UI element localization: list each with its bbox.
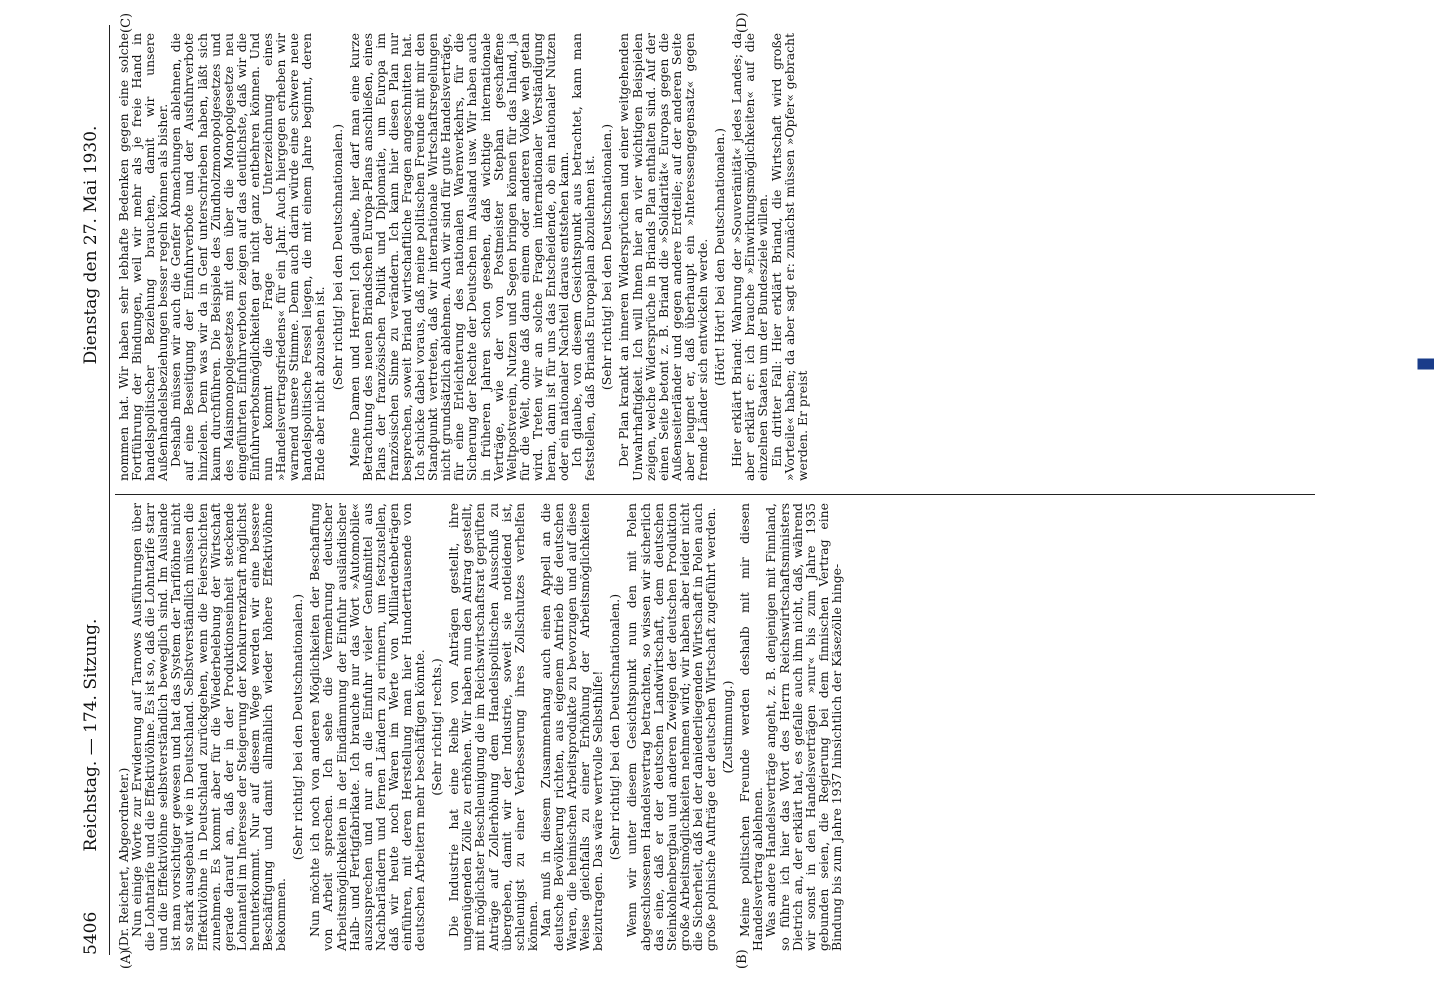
- paragraph: Nun einige Worte zur Erwiderung auf Tarnows Ausführungen über die Lohntarife und die Effektivlöhne. Es ist so, daß die Lohntarife starr und die Effektivlöhne selbstverständlich beweglich sind. Im Auslande ist man vorsichtiger gewesen und hat das System der Tariflöhne nicht so stark ausgebaut wie in Deutschland. Selbstverständlich müssen die Effektivlöhne in Deutschland zurückgehen, wenn die Feierschichten zunehmen. Es kommt aber für die Wiederbelebung der Wirtschaft gerade darauf an, daß der in der Produktionseinheit steckende Lohnanteil im Interesse der Steigerung der Konkurrenzkraft möglichst herunterkommt. Nur auf diesem Wege werden wir eine bessere Beschäftigung und damit allmählich wieder höhere Effektivlöhne bekommen.: [129, 503, 289, 951]
- paragraph: Die Industrie hat eine Reihe von Anträgen gestellt, ihre ungenügenden Zölle zu erhöhen. Wir haben nun den Antrag gestellt, mit möglichster Beschleunigung die im Reichswirtschaftsrat geprüften Anträge auf Zollerhöhung dem Handelspolitischen Ausschuß zu übergeben, damit wir der Industrie, soweit sie notleidend ist, schleunigst zu einer Verbesserung ihres Zollschutzes verhelfen können.: [446, 503, 540, 951]
- paragraph: Meine politischen Freunde werden deshalb mit mir diesen Handelsvertrag ablehnen.: [737, 503, 766, 951]
- left-column: [117, 503, 843, 951]
- interjection: (Sehr richtig! rechts.): [429, 658, 445, 796]
- paragraph: Meine Damen und Herren! Ich glaube, hier darf man eine kurze Betrachtung des neuen Briandschen Europa-Plans anschließen, eines Plans der französischen Politik und Diplomatie, um Europa im französischen Sinne zu verändern. Ich kann hier diesen Plan nur besprechen, soweit Briand wirtschaftliche Fragen angeschnitten hat. Ich schicke dabei voraus, daß meine politischen Freunde mit mir den Standpunkt vertreten, daß wir internationale Wirtschaftsregelungen nicht grundsätzlich ablehnen. Auch wir sind für gute Handelsverträge, für eine Erleichterung des nationalen Warenverkehrs, für die Sicherung der Rechte der Deutschen im Ausland usw. Wir haben auch in früheren Jahren schon gesehen, daß wichtige internationale Verträge, wie der von Postmeister Stephan geschaffene Weltpostverein, Nutzen und Segen bringen können für das Inland, ja für die Welt, ohne daß dann einem oder anderen Volke weh getan wird. Treten wir an solche Fragen internationaler Verständigung heran, dann ist für uns das Entscheidende, ob ein nationaler Nutzen oder ein nationaler Nachteil daraus entstehen kann.: [346, 33, 572, 481]
- paragraph: nommen hat. Wir haben sehr lebhafte Bedenken gegen eine solche Fortführung der Bindungen, weil wir mehr als je freie Hand in handelspolitischer Beziehung brauchen, damit wir unsere Außenhandelsbeziehungen besser regeln können als bisher.: [116, 33, 171, 481]
- paragraph: Hier erklärt Briand: Wahrung der »Souveränität« jedes Landes; da aber erklärt er: ich brauche »Einwirkungsmöglichkeiten« auf die einzelnen Staaten um der Bundesziele willen.: [729, 33, 771, 481]
- right-column: [117, 33, 809, 481]
- interjection: (Zustimmung.): [720, 680, 736, 774]
- marker-b: (B): [735, 949, 750, 969]
- paragraph: Ich glaube, von diesem Gesichtspunkt aus betrachtet, kann man feststellen, daß Briands Europaplan abzulehnen ist.: [569, 33, 598, 481]
- marker-a: (A): [119, 949, 134, 969]
- header-session: Reichstag. — 174. Sitzung.: [81, 618, 101, 852]
- speaker-line: (Dr. Reichert, Abgeordneter.): [116, 767, 131, 951]
- paragraph: Der Plan krankt an inneren Widersprüchen und einer weitgehenden Unwahrhaftigkeit. Ich will Ihnen hier an vier wichtigen Beispielen zeigen, welche Widersprüche in Briands Plan enthalten sind. Auf der einen Seite betont z. B. Briand die »Solidarität« Europas gegen die Außenseiterländer und gegen andere Erdteile; auf der anderen Seite aber leugnet er, daß überhaupt ein »Interessengegensatz« gegen fremde Länder sich entwickeln werde.: [616, 33, 711, 481]
- header-date: Dienstag den 27. Mai 1930.: [81, 125, 101, 365]
- marker-d: (D): [735, 12, 750, 33]
- paragraph: Ein dritter Fall: Hier erklärt Briand, die Wirtschaft wird große »Vorteile« haben; da aber sagt er: zunächst müssen »Opfer« gebracht werden. Er preist: [768, 33, 810, 481]
- marker-c: (C): [119, 12, 134, 33]
- rotated-page: [75, 12, 1335, 969]
- paragraph: Deshalb müssen wir auch die Genfer Abmachungen ablehnen, die auf eine Beseitigung der Einfuhrverbote und der Ausfuhrverbote hinzielen. Denn was wir da in Genf unterschrieben haben, läßt sich kaum durchführen. Die Beispiele des Zündholzmonopolgesetzes und des Maismonopolgesetzes mit den über die Monopolgesetze neu eingeführten Einfuhrverboten zeigen auf das deutlichste, daß wir die Einfuhrverbotsmöglichkeiten gar nicht ganz entbehren können. Und nun kommt die Frage der Unterzeichnung eines »Handelsvertragsfriedens« für ein Jahr. Auch hiergegen erheben wir warnend unsere Stimme. Denn auch darin würde eine schwere neue handelspolitische Fessel liegen, die mit einem Jahre beginnt, deren Ende aber nicht abzusehen ist.: [168, 33, 328, 481]
- interjection: (Sehr richtig! bei den Deutschnationalen.): [599, 123, 615, 391]
- paragraph: Man muß in diesem Zusammenhang auch einen Appell an die deutsche Bevölkerung richten, aus eigenem Antrieb die deutschen Waren, die heimischen Arbeitsprodukte zu bevorzugen und auf diese Weise gleichfalls zu einer Erhöhung der Arbeitsmöglichkeiten beizutragen. Das wäre wertvolle Selbsthilfe!: [537, 503, 606, 951]
- page-number: 5406: [81, 911, 101, 955]
- digitization-sidebar: [1414, 6, 1430, 386]
- paragraph: Was andere Handelsverträge angeht, z. B. denjenigen mit Finnland, so führe ich hier das Wort des Herrn Reichswirtschaftsministers Dietrich an, der erklärt hat, es gefalle auch ihm nicht, daß, während wir sonst in den Handelsverträgen »nur« bis zum Jahre 1935 gebunden seien, die Regierung bei dem finnischen Vertrag eine Bindung bis zum Jahre 1937 hinsichtlich der Käsezölle hinge-: [763, 503, 844, 951]
- paragraph: Nun möchte ich noch von anderen Möglichkeiten der Beschaffung von Arbeit sprechen. Ich sehe die Vermehrung deutscher Arbeitsmöglichkeiten in der Eindämmung der Einfuhr ausländischer Halb- und Fertigfabrikate. Ich brauche nur das Wort »Automobile« auszusprechen und nur an die Einfuhr vieler Genußmittel aus Nachbarländern und fernen Ländern zu erinnern, um festzustellen, daß wir heute noch Waren im Werte von Milliardenbeträgen einführen, mit deren Herstellung man hier Hunderttausende von deutschen Arbeitern mehr beschäftigen könnte.: [307, 503, 428, 951]
- column-divider: [115, 494, 1315, 495]
- page-header: [75, 15, 109, 965]
- dfg-logo: [1418, 359, 1434, 370]
- header-rule: [109, 25, 110, 955]
- interjection: (Sehr richtig! bei den Deutschnationalen.): [607, 593, 623, 861]
- paragraph: Wenn wir unter diesem Gesichtspunkt nun den mit Polen abgeschlossenen Handelsvertrag betrachten, so wissen wir sicherlich das eine, daß er der deutschen Landwirtschaft, dem deutschen Steinkohlenbergbau und anderen Zweigen der deutschen Produktion große Arbeitsmöglichkeiten nehmen wird; wir haben aber leider nicht die Sicherheit, daß bei der daniederliegenden Wirtschaft in Polen auch große polnische Aufträge der deutschen Wirtschaft zugeführt werden.: [624, 503, 719, 951]
- interjection: (Sehr richtig! bei den Deutschnationalen.): [329, 123, 345, 391]
- interjection: (Sehr richtig! bei den Deutschnationalen.): [290, 593, 306, 861]
- interjection: (Hört! Hört! bei den Deutschnationalen.): [712, 127, 728, 387]
